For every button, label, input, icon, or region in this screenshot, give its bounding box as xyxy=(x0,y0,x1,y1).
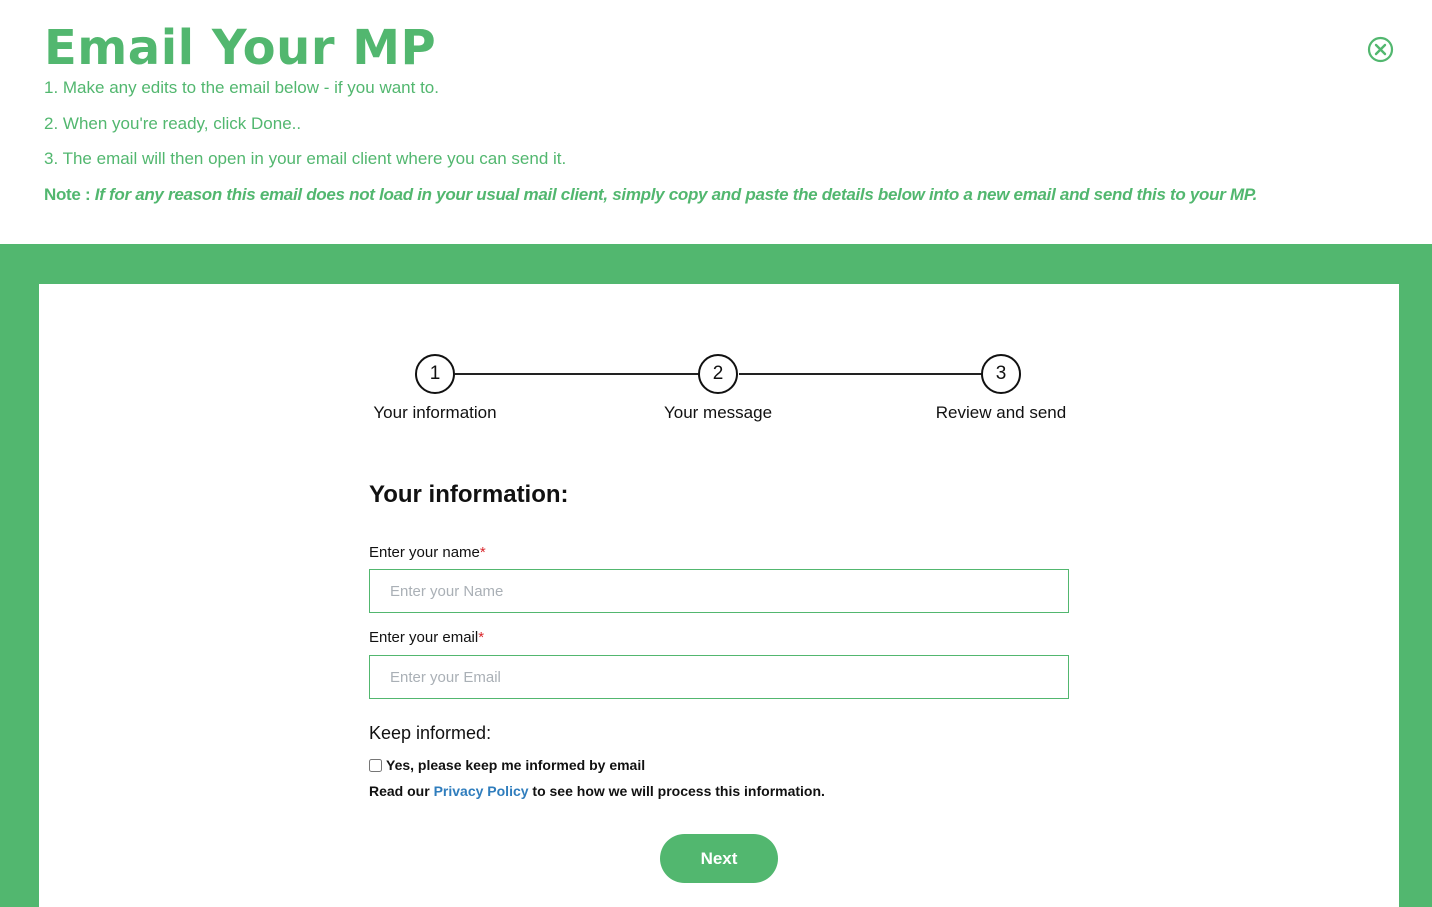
page-title: Email Your MP xyxy=(44,20,437,76)
step-2-label: Your message xyxy=(663,403,773,422)
email-input[interactable] xyxy=(369,655,1069,699)
step-2-circle: 2 xyxy=(698,354,738,394)
instruction-step-1: 1. Make any edits to the email below - if you want to. xyxy=(44,78,439,97)
instruction-step-3: 3. The email will then open in your email client where you can send it. xyxy=(44,149,567,168)
keep-informed-option[interactable] xyxy=(369,756,645,774)
close-circle-icon xyxy=(1367,36,1394,63)
note xyxy=(44,184,1257,206)
name-field-label xyxy=(369,543,486,563)
privacy-suffix: to see how we will process this information. xyxy=(528,783,825,799)
section-title: Your information: xyxy=(369,481,569,508)
name-label-text: Enter your name xyxy=(369,544,480,561)
email-field-label xyxy=(369,628,484,648)
step-1-circle: 1 xyxy=(415,354,455,394)
keep-informed-checkbox[interactable] xyxy=(369,759,382,772)
step-1-label: Your information xyxy=(373,403,497,422)
instruction-step-2: 2. When you're ready, click Done.. xyxy=(44,114,302,133)
modal-header xyxy=(0,0,1432,244)
keep-informed-title: Keep informed: xyxy=(369,723,492,743)
keep-informed-checkbox-label: Yes, please keep me informed by email xyxy=(386,757,646,773)
close-button[interactable] xyxy=(1367,36,1394,63)
stepper-connector-2 xyxy=(739,373,982,375)
note-label: Note : xyxy=(44,185,95,204)
privacy-notice xyxy=(369,782,825,800)
privacy-prefix: Read our xyxy=(369,783,434,799)
stepper-connector-1 xyxy=(455,373,699,375)
step-3-label: Review and send xyxy=(935,403,1067,422)
next-button[interactable]: Next xyxy=(660,834,778,883)
privacy-policy-link[interactable]: Privacy Policy xyxy=(433,783,529,799)
required-marker: * xyxy=(478,629,485,646)
name-input[interactable] xyxy=(369,569,1069,613)
note-text: If for any reason this email does not load in your usual mail client, simply copy and paste the details below into a new email and send this to your MP. xyxy=(94,185,1258,204)
required-marker: * xyxy=(479,544,486,561)
email-label-text: Enter your email xyxy=(369,629,479,646)
step-3-circle: 3 xyxy=(981,354,1021,394)
